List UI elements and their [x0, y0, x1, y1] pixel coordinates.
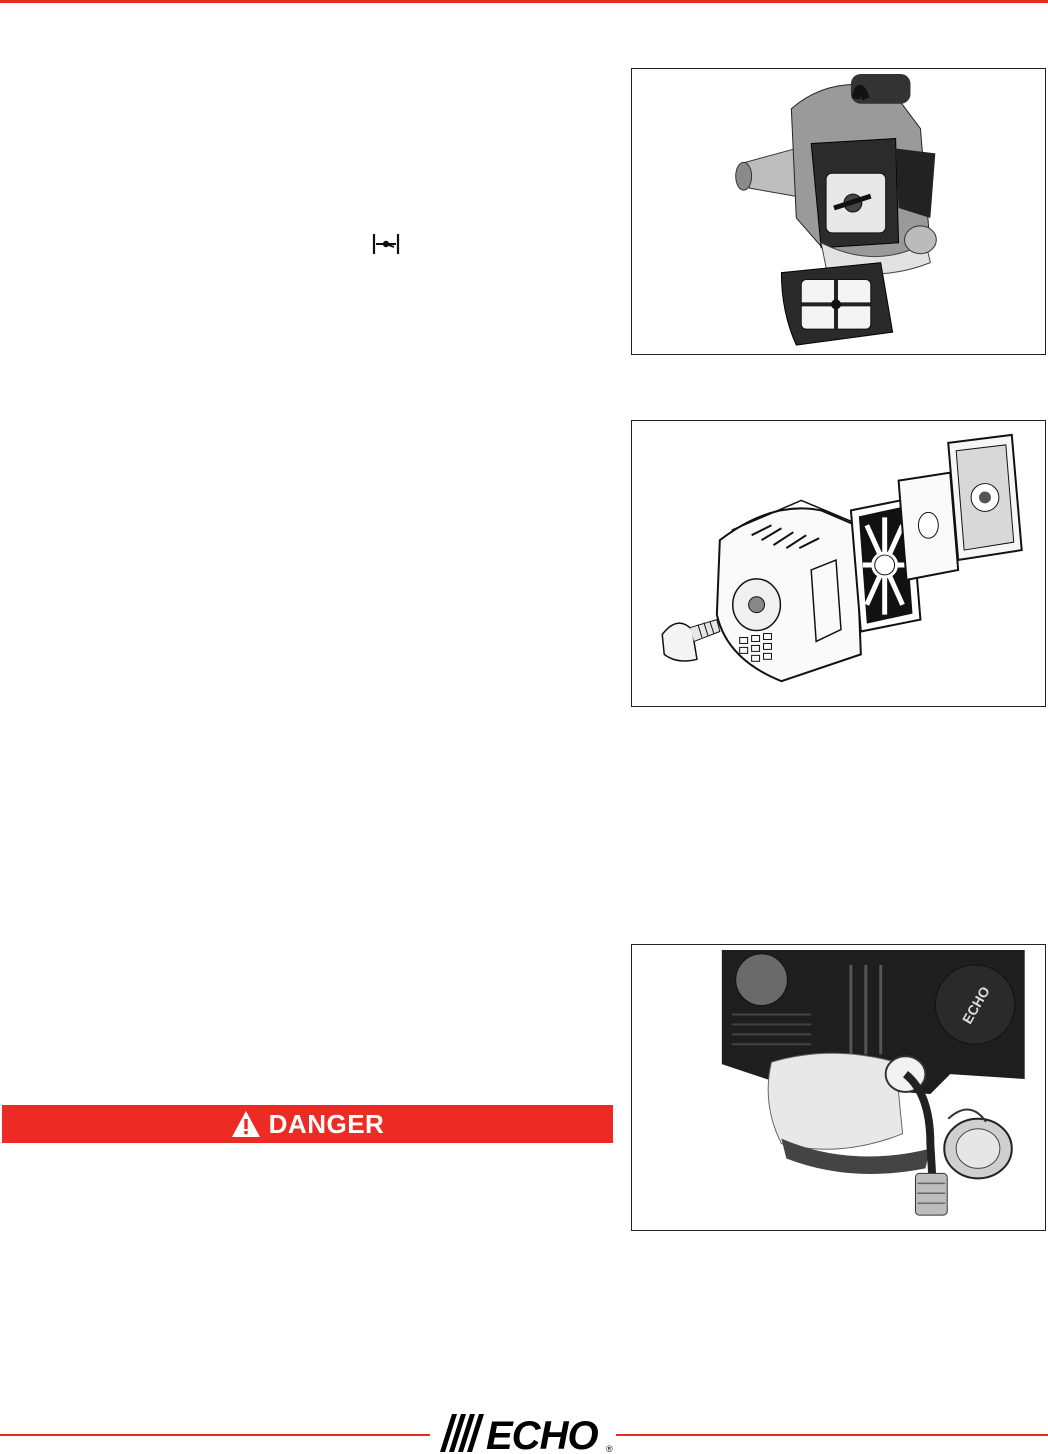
danger-label: DANGER — [268, 1108, 385, 1139]
figure-fuel-tank — [631, 944, 1046, 1231]
felt-filter-drawing — [948, 435, 1021, 560]
air-cleaner-cover-drawing — [717, 500, 861, 681]
figure-air-cleaner-removed — [631, 68, 1046, 355]
danger-banner — [2, 1105, 613, 1143]
footer-rule-right — [616, 1434, 1048, 1436]
header-rule — [0, 0, 1048, 3]
figure-air-filter-exploded — [631, 420, 1046, 707]
footer-rule-left — [0, 1434, 430, 1436]
registered-mark: ® — [606, 1444, 613, 1454]
warning-triangle-icon — [231, 1110, 261, 1138]
foam-element-drawing — [899, 473, 959, 580]
engine-brand-mark: ECHO — [958, 983, 993, 1027]
choke-closed-icon — [372, 232, 400, 256]
air-filter-exploded-illustration — [632, 421, 1045, 706]
echo-logo — [432, 1412, 616, 1454]
fuel-tank-illustration — [632, 945, 1045, 1230]
logo-wordmark: ECHO — [486, 1414, 598, 1454]
engine-air-filter-illustration — [632, 69, 1045, 354]
